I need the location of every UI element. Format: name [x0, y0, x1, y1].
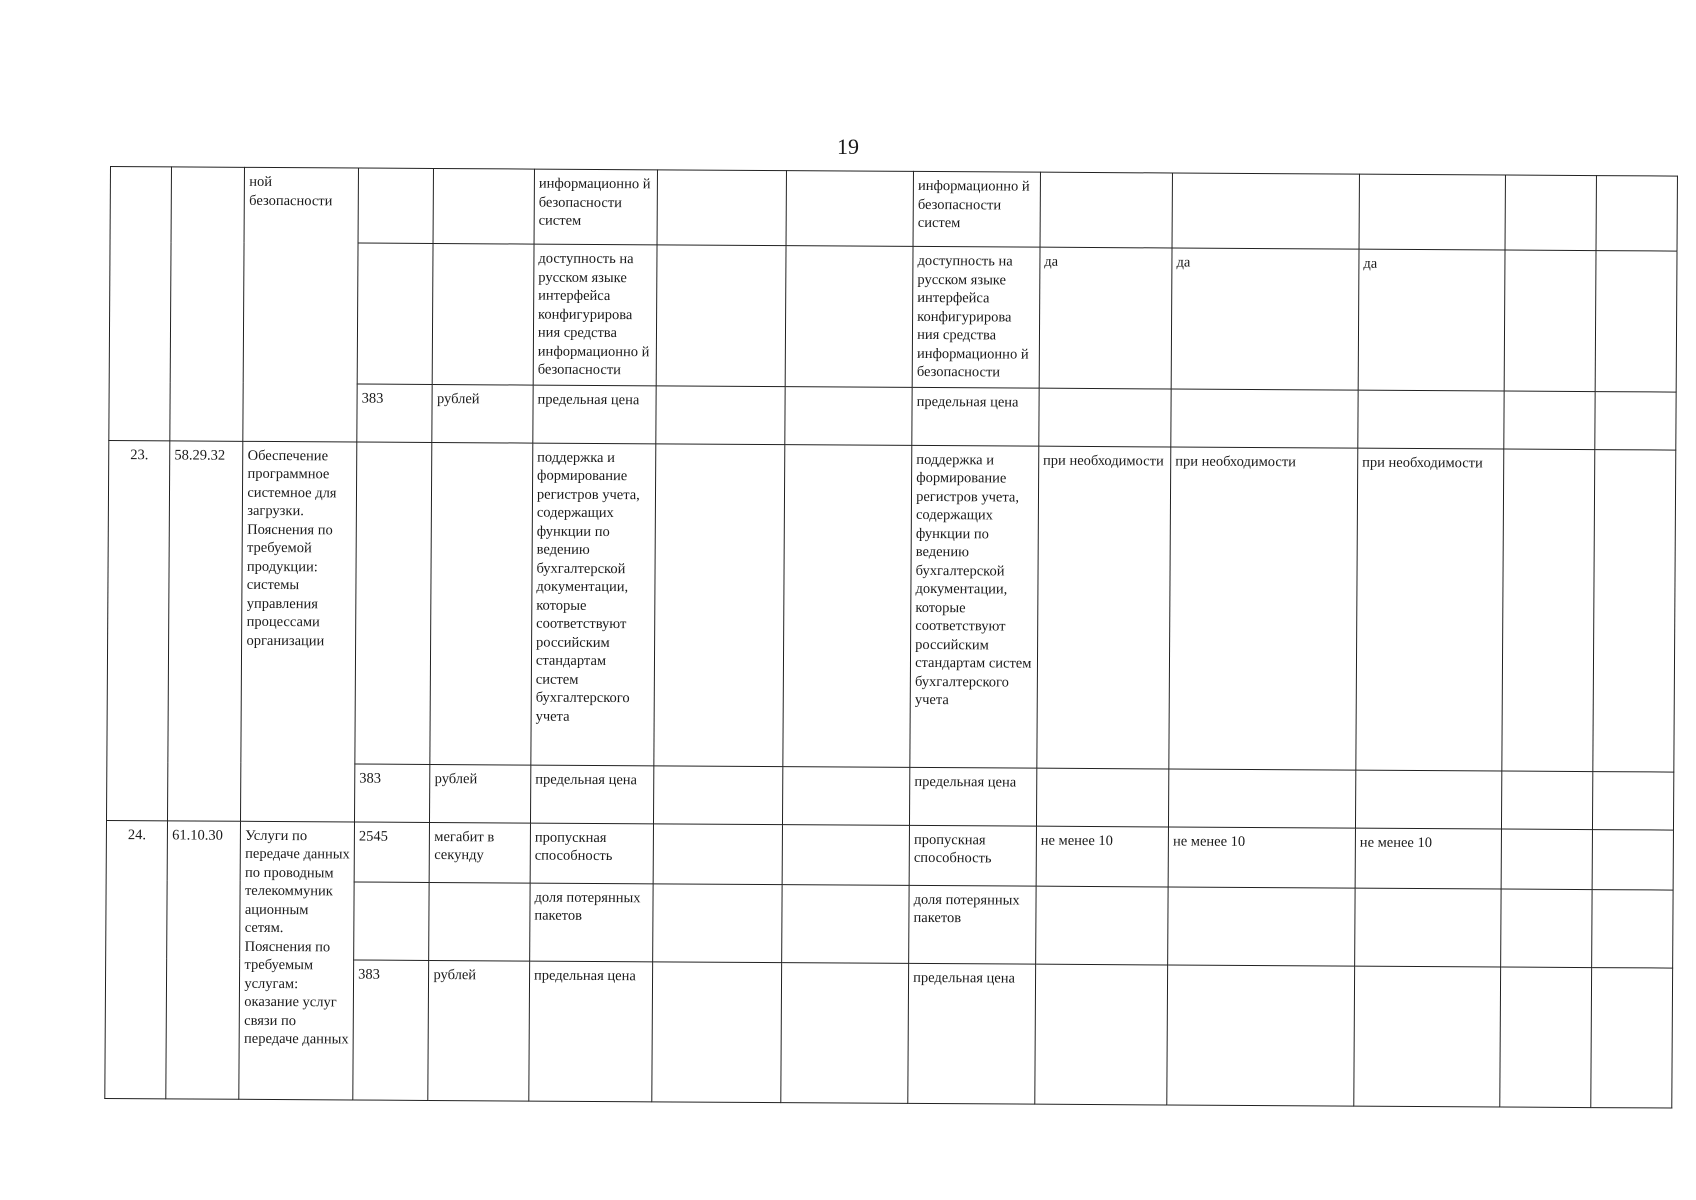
empty-cell — [1504, 391, 1595, 450]
characteristic-cell: поддержка и формирование регистров учета, содержащих функции по ведению бухгалтерской документации, которые соответствуют российским стандартам систем бухгалтерского учета — [531, 443, 656, 766]
empty-cell — [1595, 391, 1676, 449]
value-cell — [782, 884, 909, 963]
value-cell: при необходимости — [1169, 446, 1358, 769]
value-cell — [1172, 173, 1359, 249]
value-cell — [657, 170, 786, 246]
row-number-cell: 24. — [105, 820, 168, 1098]
characteristic-cell: предельная цена — [529, 961, 653, 1102]
value-cell — [785, 386, 912, 445]
okei-code-cell: 383 — [355, 764, 431, 822]
value-cell — [1036, 768, 1169, 827]
description-cell: Обеспечение программное системное для загрузки. Пояснения по требуемой продукции: системы управления процессами организации — [241, 441, 357, 822]
empty-cell — [1595, 251, 1677, 392]
table-row — [106, 820, 1673, 890]
unit-cell — [429, 882, 530, 961]
value-cell — [1168, 886, 1355, 965]
value-cell — [1359, 174, 1506, 250]
value-cell: да — [1039, 247, 1172, 388]
empty-cell — [1596, 176, 1677, 251]
value-cell — [781, 962, 909, 1103]
okei-code-cell: 383 — [353, 960, 429, 1100]
okpd-code-cell: 61.10.30 — [166, 820, 241, 1098]
value-cell: не менее 10 — [1036, 826, 1169, 887]
value-cell — [1169, 768, 1356, 827]
value-cell — [1354, 966, 1501, 1107]
empty-cell — [1502, 449, 1595, 772]
page-number: 19 — [837, 134, 859, 159]
value-cell — [652, 961, 782, 1102]
value-cell — [786, 246, 914, 387]
value-cell — [1039, 388, 1172, 447]
value-cell — [1035, 964, 1168, 1105]
value-cell — [1036, 886, 1169, 965]
value-cell — [654, 765, 783, 824]
characteristic-cell: информационно й безопасности систем — [913, 171, 1040, 247]
empty-cell — [1593, 449, 1676, 771]
table-row — [107, 440, 1676, 772]
description-cell: Услуги по передаче данных по проводным телекоммуник ационным сетям. Пояснения по требуемым услугам: оказание услуг связи по передаче данных — [239, 821, 354, 1100]
value-cell — [1040, 172, 1173, 248]
value-cell — [653, 883, 782, 962]
value-cell — [786, 171, 913, 247]
value-cell: при необходимости — [1037, 446, 1171, 769]
empty-cell — [1593, 771, 1674, 829]
characteristic-cell: доля потерянных пакетов — [909, 885, 1036, 964]
empty-cell — [1501, 829, 1592, 890]
okei-code-cell: 383 — [357, 384, 433, 442]
value-cell — [1355, 888, 1502, 967]
characteristic-cell: предельная цена — [910, 767, 1037, 826]
value-cell: да — [1358, 249, 1505, 390]
unit-cell: рублей — [432, 384, 533, 443]
characteristic-cell: доля потерянных пакетов — [530, 883, 654, 962]
okei-code-cell: 2545 — [354, 822, 430, 882]
empty-cell — [1500, 967, 1592, 1108]
value-cell — [657, 245, 787, 386]
row-number-cell — [109, 167, 172, 441]
empty-cell — [1591, 967, 1673, 1107]
characteristic-cell: доступность на русском языке интерфейса конфигурирова ния средства информационно й безопасности — [912, 246, 1040, 387]
row-number-cell: 23. — [107, 440, 171, 820]
okei-code-cell — [354, 882, 430, 960]
value-cell: при необходимости — [1356, 448, 1504, 771]
unit-cell: рублей — [428, 960, 529, 1101]
value-cell — [783, 766, 910, 825]
value-cell — [654, 823, 783, 884]
unit-cell — [433, 243, 534, 384]
value-cell — [1171, 388, 1358, 447]
value-cell: да — [1171, 248, 1359, 390]
empty-cell — [1502, 771, 1593, 830]
empty-cell — [1592, 889, 1673, 967]
value-cell — [783, 444, 912, 767]
requirements-table — [104, 166, 1678, 1108]
okei-code-cell — [358, 168, 434, 243]
empty-cell — [1505, 175, 1596, 251]
unit-cell — [433, 168, 534, 244]
table-row — [110, 167, 1677, 252]
description-cell: ной безопасности — [243, 167, 358, 441]
unit-cell — [430, 442, 532, 765]
characteristic-cell: предельная цена — [912, 387, 1039, 446]
characteristic-cell: доступность на русском языке интерфейса конфигурирова ния средства информационно й безопасности — [533, 244, 657, 385]
characteristic-cell: предельная цена — [908, 963, 1036, 1104]
okei-code-cell — [355, 442, 432, 764]
characteristic-cell: пропускная способность — [530, 823, 654, 884]
characteristic-cell: поддержка и формирование регистров учета, содержащих функции по ведению бухгалтерской документации, которые соответствуют российским стандартам систем бухгалтерского учета — [910, 445, 1039, 768]
value-cell: не менее 10 — [1355, 828, 1502, 889]
value-cell: не менее 10 — [1168, 826, 1355, 887]
characteristic-cell: предельная цена — [530, 765, 654, 824]
characteristic-cell: информационно й безопасности систем — [534, 169, 658, 245]
value-cell — [782, 824, 909, 885]
value-cell — [654, 443, 785, 766]
value-cell — [1355, 770, 1502, 829]
empty-cell — [1505, 250, 1597, 391]
value-cell — [656, 385, 785, 444]
okpd-code-cell — [170, 167, 245, 441]
characteristic-cell: предельная цена — [533, 385, 657, 444]
okpd-code-cell: 58.29.32 — [168, 440, 244, 820]
unit-cell: рублей — [430, 764, 531, 823]
empty-cell — [1592, 829, 1673, 889]
empty-cell — [1501, 889, 1592, 968]
okei-code-cell — [357, 243, 433, 384]
value-cell — [1358, 390, 1505, 449]
unit-cell: мегабит в секунду — [430, 822, 531, 883]
value-cell — [1167, 964, 1355, 1105]
characteristic-cell: пропускная способность — [909, 825, 1036, 886]
